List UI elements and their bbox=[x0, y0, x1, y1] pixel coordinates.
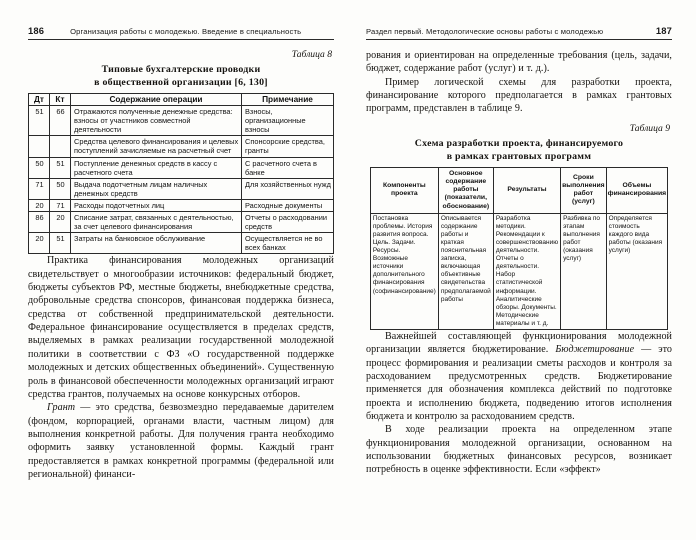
cell-note: Осуществляется не во всех банках bbox=[242, 233, 334, 254]
table9-col-terms: Сроки выполнения работ (услуг) bbox=[561, 167, 607, 213]
table-row bbox=[29, 157, 334, 178]
table8-title-line1: Типовые бухгалтерские проводки bbox=[101, 64, 261, 75]
cell-dt: 51 bbox=[29, 106, 50, 136]
cell-terms: Разбивка по этапам выполнения работ (оказания услуг) bbox=[561, 213, 607, 329]
cell-operation: Средства целевого финансирования и целевых поступлений зачисляемые на расчетный счет bbox=[71, 136, 242, 157]
cell-note: Расходные документы bbox=[242, 199, 334, 211]
table8-title bbox=[28, 63, 334, 89]
cell-dt: 71 bbox=[29, 178, 50, 199]
right-page bbox=[348, 0, 696, 540]
cell-dt: 20 bbox=[29, 199, 50, 211]
folio-left: 186 bbox=[28, 25, 45, 36]
paragraph-budgeting-rest: — это процесс формирования и реализации сметы расходов и контроля за расходованием предусмотренных средств. Бюджетирование применяется для обозначения комплекса действий по подготовке проекта и исполнению бюджета, подведению итогов исполнения бюджета и контролю за расходованием средств. bbox=[366, 344, 672, 423]
cell-operation: Расходы подотчетных лиц bbox=[71, 199, 242, 211]
cell-kt: 51 bbox=[50, 157, 71, 178]
table-9 bbox=[370, 167, 668, 330]
table-row bbox=[29, 136, 334, 157]
cell-dt: 20 bbox=[29, 233, 50, 254]
table-row bbox=[29, 212, 334, 233]
cell-kt: 20 bbox=[50, 212, 71, 233]
paragraph-budgeting bbox=[366, 330, 672, 423]
cell-note: Отчеты о расходовании средств bbox=[242, 212, 334, 233]
table9-title-line1: Схема разработки проекта, финансируемого bbox=[414, 137, 624, 149]
cell-content: Описывается содержание работы и краткая пояснительная записка, включающая объективные свидетельства предполагаемой работы bbox=[438, 213, 493, 329]
table9-col-volumes: Объемы финансирования bbox=[606, 167, 668, 213]
table9-col-components: Компоненты проекта bbox=[370, 167, 438, 213]
cell-note: Спонсорские средства, гранты bbox=[242, 136, 334, 157]
table9-number: Таблица 9 bbox=[629, 122, 670, 134]
cell-kt: 50 bbox=[50, 178, 71, 199]
cell-operation: Отражаются полученные денежные средства: взносы от участников совместной деятельности bbox=[71, 106, 242, 136]
paragraph-financing-practice: Практика финансирования молодежных организаций свидетельствует о многообразии источников: федеральный бюджет, бюджеты субъектов РФ, местные бюджеты, внебюджетные средства, добровольные средства спонсоров, финансовая поддержка бизнеса, средства от собственной предпринимательской деятельности. Федеральное финансирование осуществляется в пределах средств, выделяемых в рамках реализации государственной молодежной политики в соответствии с ФЗ «О государственной поддержке молодежных и детских общественных объединений». Существенную роль в финансовой обеспеченности молодежных организаций играют средства грантов, получаемых на основе конкурсных отборов. bbox=[28, 255, 334, 400]
cell-operation: Поступление денежных средств в кассу с расчетного счета bbox=[71, 157, 242, 178]
table-row bbox=[29, 178, 334, 199]
cell-volumes: Определяется стоимость каждого вида работы (оказания услуги) bbox=[606, 213, 668, 329]
table-row bbox=[29, 233, 334, 254]
table8-col-note: Примечание bbox=[242, 94, 334, 106]
cell-kt: 71 bbox=[50, 199, 71, 211]
cell-operation: Затраты на банковское обслуживание bbox=[71, 233, 242, 254]
paragraph-logical-scheme: Пример логической схемы для разработки проекта, финансирование которого предполагается в рамках грантовых программ, представлен в таблице 9. bbox=[366, 76, 672, 115]
table8-col-dt: Дт bbox=[29, 94, 50, 106]
cell-note: Взносы, организационные взносы bbox=[242, 106, 334, 136]
table9-title bbox=[366, 137, 672, 163]
table9-body bbox=[370, 213, 667, 329]
paragraph-budgeting-lead: Важнейшей составляющей функционирования молодежной организации является бюджетирование. bbox=[366, 331, 672, 356]
running-title-left: Организация работы с молодежью. Введение в специальность bbox=[70, 27, 302, 36]
cell-operation: Списание затрат, связанных с деятельностью, за счет целевого финансирования bbox=[71, 212, 242, 233]
table8-col-operation: Содержание операции bbox=[71, 94, 242, 106]
cell-kt bbox=[50, 136, 71, 157]
cell-components: Постановка проблемы. История развития вопроса. Цель. Задачи. Ресурсы. Возможные источники дополнительного финансирования (софинансирование) bbox=[370, 213, 438, 329]
running-title-right: Раздел первый. Методологические основы работы с молодежью bbox=[366, 27, 604, 36]
folio-right: 187 bbox=[655, 25, 672, 36]
cell-kt: 51 bbox=[50, 233, 71, 254]
paragraph-grant bbox=[28, 401, 334, 481]
cell-kt: 66 bbox=[50, 106, 71, 136]
cell-results: Разработка методики. Рекомендации к совершенствованию деятельности. Отчеты о деятельности. Набор статистической информации. Аналитические обзоры. Документы. Методические материалы и т. д. bbox=[493, 213, 560, 329]
table9-header-row bbox=[370, 167, 667, 213]
cell-dt: 86 bbox=[29, 212, 50, 233]
cell-dt: 50 bbox=[29, 157, 50, 178]
table-row bbox=[29, 106, 334, 136]
table9-col-content: Основное содержание работы (показатели, обоснование) bbox=[438, 167, 493, 213]
cell-dt bbox=[29, 136, 50, 157]
table9-col-results: Результаты bbox=[493, 167, 560, 213]
table8-title-line2: в общественной организации [6, 130] bbox=[94, 77, 268, 88]
term-budgeting: Бюджетирование bbox=[555, 344, 635, 356]
paragraph-requirements: рования и ориентирован на определенные требования (цель, задачи, бюджет, содержание работ (услуг) и т. д.). bbox=[366, 50, 672, 75]
table8-body bbox=[29, 106, 334, 254]
table-8 bbox=[28, 93, 334, 254]
paragraph-grant-text: — это средства, безвозмездно передаваемые дарителем (фондом, корпорацией, органами власти, частным лицом) для выполнения конкретной работы. Для получения гранта необходимо оформить заявку установленной формы. Каждый грант предоставляется в рамках конкретной программы (федеральной или региональной) финанси- bbox=[28, 402, 334, 480]
table9-title-line2: в рамках грантовых программ bbox=[446, 150, 592, 162]
table8-col-kt: Кт bbox=[50, 94, 71, 106]
term-grant: Грант bbox=[47, 402, 76, 414]
running-head-right bbox=[366, 25, 672, 40]
paragraph-effectiveness: В ходе реализации проекта на определенном этапе функционирования молодежной организации, основанном на использовании бюджетных финансовых ресурсов, возникает потребность в оценке эффективности. Если «эффект» bbox=[366, 424, 672, 476]
running-head-left bbox=[28, 25, 334, 40]
table-row bbox=[370, 213, 667, 329]
table8-number: Таблица 8 bbox=[291, 49, 332, 60]
table8-header-row bbox=[29, 94, 334, 106]
table-row bbox=[29, 199, 334, 211]
cell-operation: Выдача подотчетным лицам наличных денежных средств bbox=[71, 178, 242, 199]
cell-note: Для хозяйственных нужд bbox=[242, 178, 334, 199]
cell-note: С расчетного счета в банке bbox=[242, 157, 334, 178]
